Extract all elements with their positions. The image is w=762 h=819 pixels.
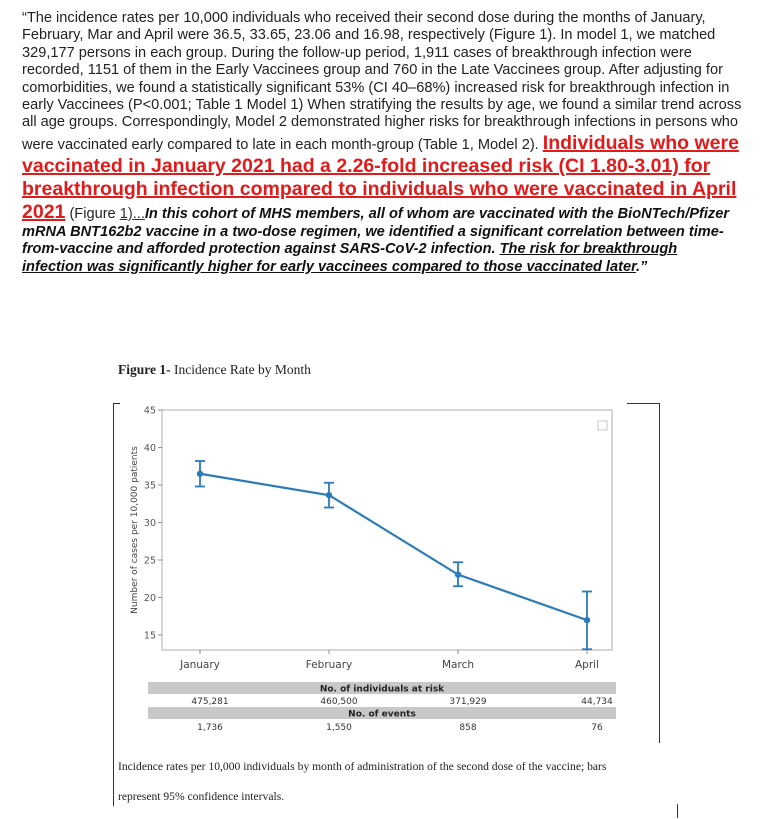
y-tick-label: 15 <box>143 630 156 642</box>
y-tick-label: 40 <box>143 443 156 454</box>
risk-conclusion: The risk for breakthrough infection was significantly higher for early vaccinees compared to those vaccinated later <box>22 241 678 275</box>
x-tick-label: March <box>441 659 475 671</box>
data-point <box>326 492 332 498</box>
y-tick-label: 45 <box>143 405 156 417</box>
cohort-statement: In this cohort of MHS members, all of whom are vaccinated with the BioNTech/Pfizer mRNA BNT162b2 vaccine in a two-dose regimen, we identified a significant correlation between time-from-vaccine and afforded protection against SARS-CoV-2 infection. <box>22 205 729 258</box>
y-tick-label: 20 <box>143 593 156 604</box>
y-tick-label: 35 <box>143 480 156 492</box>
text-cursor <box>677 804 678 818</box>
individuals-value: 475,281 <box>191 697 229 707</box>
events-value: 1,736 <box>197 723 223 733</box>
individuals-value: 371,929 <box>449 697 487 707</box>
legend-placeholder-box <box>598 421 607 430</box>
figure-reference-link[interactable]: 1)... <box>119 205 145 222</box>
y-tick-label: 30 <box>143 518 156 529</box>
events-value: 1,550 <box>326 723 352 733</box>
data-point <box>455 571 461 577</box>
x-tick-label: February <box>305 659 353 671</box>
y-tick-label: 25 <box>143 555 156 567</box>
figure-title-text: Incidence Rate by Month <box>170 362 311 377</box>
figure-caption: Incidence rates per 10,000 individuals by month of administration of the second dose of the vaccine; bars represent 95% confidence intervals. <box>118 760 607 803</box>
figure-title-number: Figure 1- <box>118 362 171 377</box>
x-tick-label: April <box>575 659 599 671</box>
events-header-label: No. of events <box>348 709 416 720</box>
quote-end: .” <box>635 258 648 275</box>
highlighted-finding: Individuals who were vaccinated in January 2021 had a 2.26-fold increased risk (CI 1.80-3.01) for breakthrough infection compared to individuals who were vaccinated in April 2021 <box>22 131 739 223</box>
events-value: 76 <box>591 723 603 733</box>
data-point <box>584 617 590 623</box>
y-axis-label: Number of cases per 10,000 patients <box>130 446 140 614</box>
individuals-value: 460,500 <box>320 697 358 707</box>
individuals-value: 44,734 <box>581 697 613 707</box>
quote-paragraph-text: “The incidence rates per 10,000 individuals who received their second dose during the months of January, February, Mar and April were 36.5, 33.65, 23.06 and 16.98, respectively (Figure 1). In model 1, we matched 329,177 persons in each group. During the follow-up period, 1,911 cases of breakthrough infection were recorded, 1151 of them in the Early Vaccinees group and 760 in the Late Vaccinees group. After adjusting for comorbidities, we found a statistically significant 53% (CI 40–68%) increased risk for breakthrough infection in early Vaccinees (P<0.001; Table 1 Model 1) When stratifying the results by age, we found a similar trend across all age groups. Correspondingly, Model 2 demonstrated higher risks for breakthrough infections in persons who were vaccinated early compared to late in each month-group (Table 1, Model 2). <box>22 10 742 153</box>
data-point <box>197 471 203 477</box>
figure-reference-prefix: (Figure <box>65 205 120 222</box>
x-tick-label: January <box>180 659 220 671</box>
incidence-line <box>200 474 587 620</box>
events-value: 858 <box>459 723 477 733</box>
individuals-header-label: No. of individuals at risk <box>319 684 445 695</box>
